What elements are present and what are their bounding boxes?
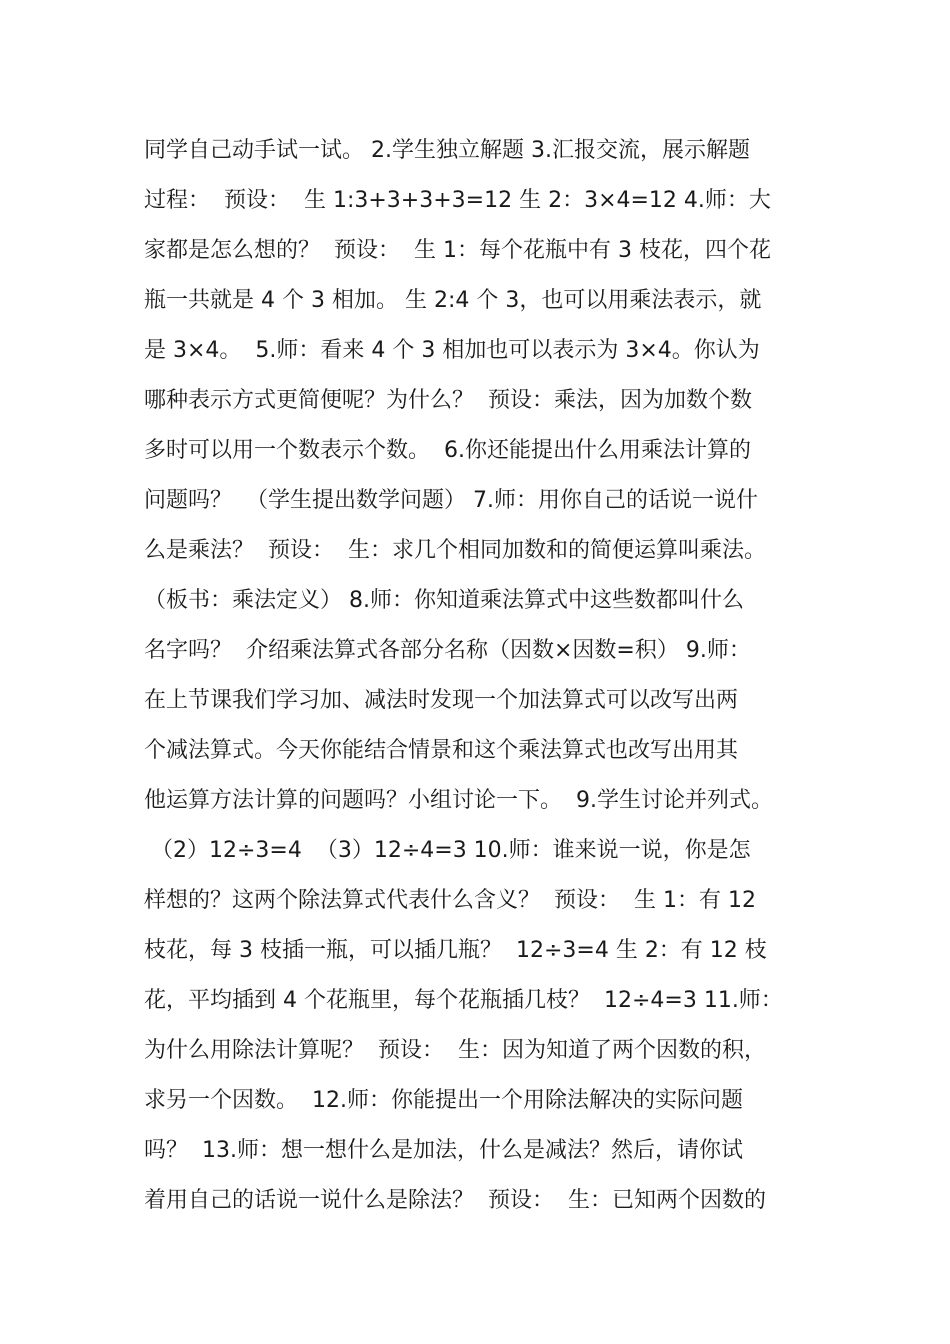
text-line: 是 3×4。 5.师：看来 4 个 3 相加也可以表示为 3×4。你认为 [144, 338, 760, 363]
text-line: 过程： 预设： 生 1:3+3+3+3=12 生 2：3×4=12 4.师：大 [144, 188, 771, 213]
text-line: 他运算方法计算的问题吗？小组讨论一下。 9.学生讨论并列式。 [144, 788, 773, 813]
text-line: 吗？ 13.师：想一想什么是加法，什么是减法？然后，请你试 [144, 1138, 743, 1163]
text-line: 哪种表示方式更简便呢？为什么？ 预设：乘法，因为加数个数 [144, 388, 752, 413]
text-line: 名字吗？ 介绍乘法算式各部分名称（因数×因数=积） 9.师： [144, 638, 751, 663]
text-line: 多时可以用一个数表示个数。 6.你还能提出什么用乘法计算的 [144, 438, 751, 463]
text-line: 么是乘法？ 预设： 生：求几个相同加数和的简便运算叫乘法。 [144, 538, 766, 563]
text-line: 瓶一共就是 4 个 3 相加。 生 2:4 个 3，也可以用乘法表示，就 [144, 288, 762, 313]
text-line: （2）12÷3=4 （3）12÷4=3 10.师：谁来说一说，你是怎 [144, 838, 751, 863]
text-line: 求另一个因数。 12.师：你能提出一个用除法解决的实际问题 [144, 1088, 743, 1113]
text-line: 为什么用除法计算呢？ 预设： 生：因为知道了两个因数的积， [144, 1038, 766, 1063]
text-line: （板书：乘法定义） 8.师：你知道乘法算式中这些数都叫什么 [144, 588, 744, 613]
text-line: 枝花，每 3 枝插一瓶，可以插几瓶？ 12÷3=4 生 2：有 12 枝 [144, 938, 767, 963]
document-body [144, 126, 824, 1226]
text-line: 个减法算式。今天你能结合情景和这个乘法算式也改写出用其 [144, 738, 739, 763]
text-line: 家都是怎么想的？ 预设： 生 1：每个花瓶中有 3 枝花，四个花 [144, 238, 771, 263]
text-line: 在上节课我们学习加、减法时发现一个加法算式可以改写出两 [144, 688, 739, 713]
text-line: 问题吗？ （学生提出数学问题） 7.师：用你自己的话说一说什 [144, 488, 758, 513]
text-line: 同学自己动手试一试。 2.学生独立解题 3.汇报交流，展示解题 [144, 138, 750, 163]
text-line: 样想的？这两个除法算式代表什么含义？ 预设： 生 1：有 12 [144, 888, 756, 913]
text-line: 着用自己的话说一说什么是除法？ 预设： 生：已知两个因数的 [144, 1188, 766, 1213]
text-line: 花，平均插到 4 个花瓶里，每个花瓶插几枝？ 12÷4=3 11.师： [144, 988, 783, 1013]
